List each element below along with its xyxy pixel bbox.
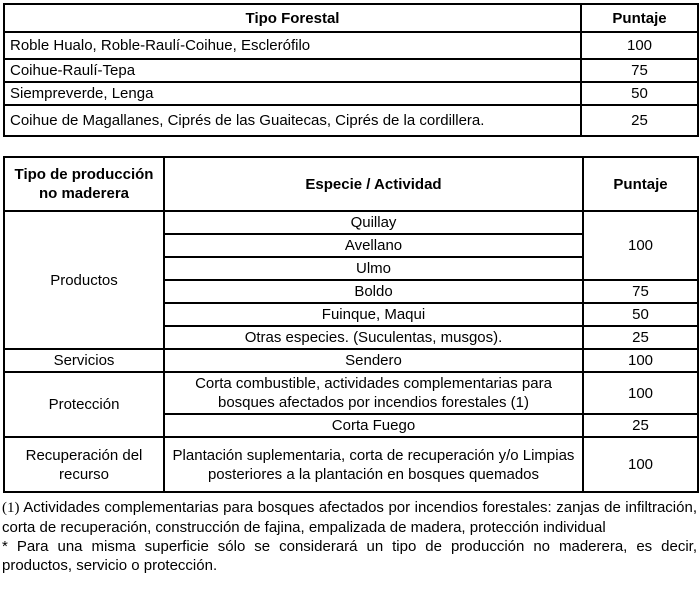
header-especie-actividad: Especie / Actividad	[164, 157, 583, 211]
cell-especie: Plantación suplementaria, corta de recuperación y/o Limpias posteriores a la plantación en bosques quemados	[164, 437, 583, 492]
cell-puntaje: 25	[583, 414, 698, 437]
header-tipo-forestal: Tipo Forestal	[4, 4, 581, 32]
cell-especie: Avellano	[164, 234, 583, 257]
cell-puntaje: 25	[583, 326, 698, 349]
footnote-2	[2, 537, 697, 575]
cell-especie: Corta Fuego	[164, 414, 583, 437]
cell-puntaje: 75	[583, 280, 698, 303]
table-row	[4, 82, 698, 105]
header-tipo-produccion: Tipo de producción no maderera	[4, 157, 164, 211]
table-row	[4, 372, 698, 414]
cell-tipo-proteccion: Protección	[4, 372, 164, 437]
cell-tipo-productos: Productos	[4, 211, 164, 349]
cell-especie: Ulmo	[164, 257, 583, 280]
cell-tipo-forestal: Roble Hualo, Roble-Raulí-Coihue, Esclerófilo	[4, 32, 581, 59]
cell-puntaje: 75	[581, 59, 698, 82]
cell-puntaje: 100	[583, 349, 698, 372]
cell-tipo-forestal: Siempreverde, Lenga	[4, 82, 581, 105]
footnote-2-text: Para una misma superficie sólo se considerará un tipo de producción no maderera, es decir, productos, servicio o protección.	[2, 538, 697, 574]
cell-tipo-recuperacion: Recuperación del recurso	[4, 437, 164, 492]
cell-especie: Quillay	[164, 211, 583, 234]
forest-type-table	[3, 3, 699, 137]
cell-tipo-forestal: Coihue-Raulí-Tepa	[4, 59, 581, 82]
cell-puntaje: 100	[583, 437, 698, 492]
cell-especie: Fuinque, Maqui	[164, 303, 583, 326]
footnote-1-text: Actividades complementarias para bosques afectados por incendios forestales: zanjas de infiltración, corta de recuperación, construcción de fajina, empalizada de madera, protección individual	[2, 499, 697, 536]
cell-puntaje: 25	[581, 105, 698, 136]
cell-especie: Boldo	[164, 280, 583, 303]
cell-puntaje: 100	[581, 32, 698, 59]
cell-especie: Otras especies. (Suculentas, musgos).	[164, 326, 583, 349]
cell-tipo-forestal: Coihue de Magallanes, Ciprés de las Guaitecas, Ciprés de la cordillera.	[4, 105, 581, 136]
nontimber-production-table	[3, 156, 699, 493]
header-puntaje: Puntaje	[583, 157, 698, 211]
forest-type-header-row	[4, 4, 698, 32]
cell-puntaje: 50	[583, 303, 698, 326]
cell-puntaje: 50	[581, 82, 698, 105]
nontimber-header-row	[4, 157, 698, 211]
table-row	[4, 59, 698, 82]
cell-puntaje: 100	[583, 372, 698, 414]
footnote-1-marker: (1)	[2, 500, 20, 516]
table-row	[4, 32, 698, 59]
table-row	[4, 105, 698, 136]
cell-tipo-servicios: Servicios	[4, 349, 164, 372]
cell-puntaje: 100	[583, 211, 698, 280]
footnotes	[2, 498, 697, 575]
table-row	[4, 211, 698, 234]
header-puntaje: Puntaje	[581, 4, 698, 32]
footnote-1	[2, 498, 697, 537]
table-row	[4, 349, 698, 372]
cell-especie: Corta combustible, actividades complementarias para bosques afectados por incendios forestales (1)	[164, 372, 583, 414]
footnote-2-marker: *	[2, 538, 8, 555]
table-row	[4, 437, 698, 492]
cell-especie: Sendero	[164, 349, 583, 372]
